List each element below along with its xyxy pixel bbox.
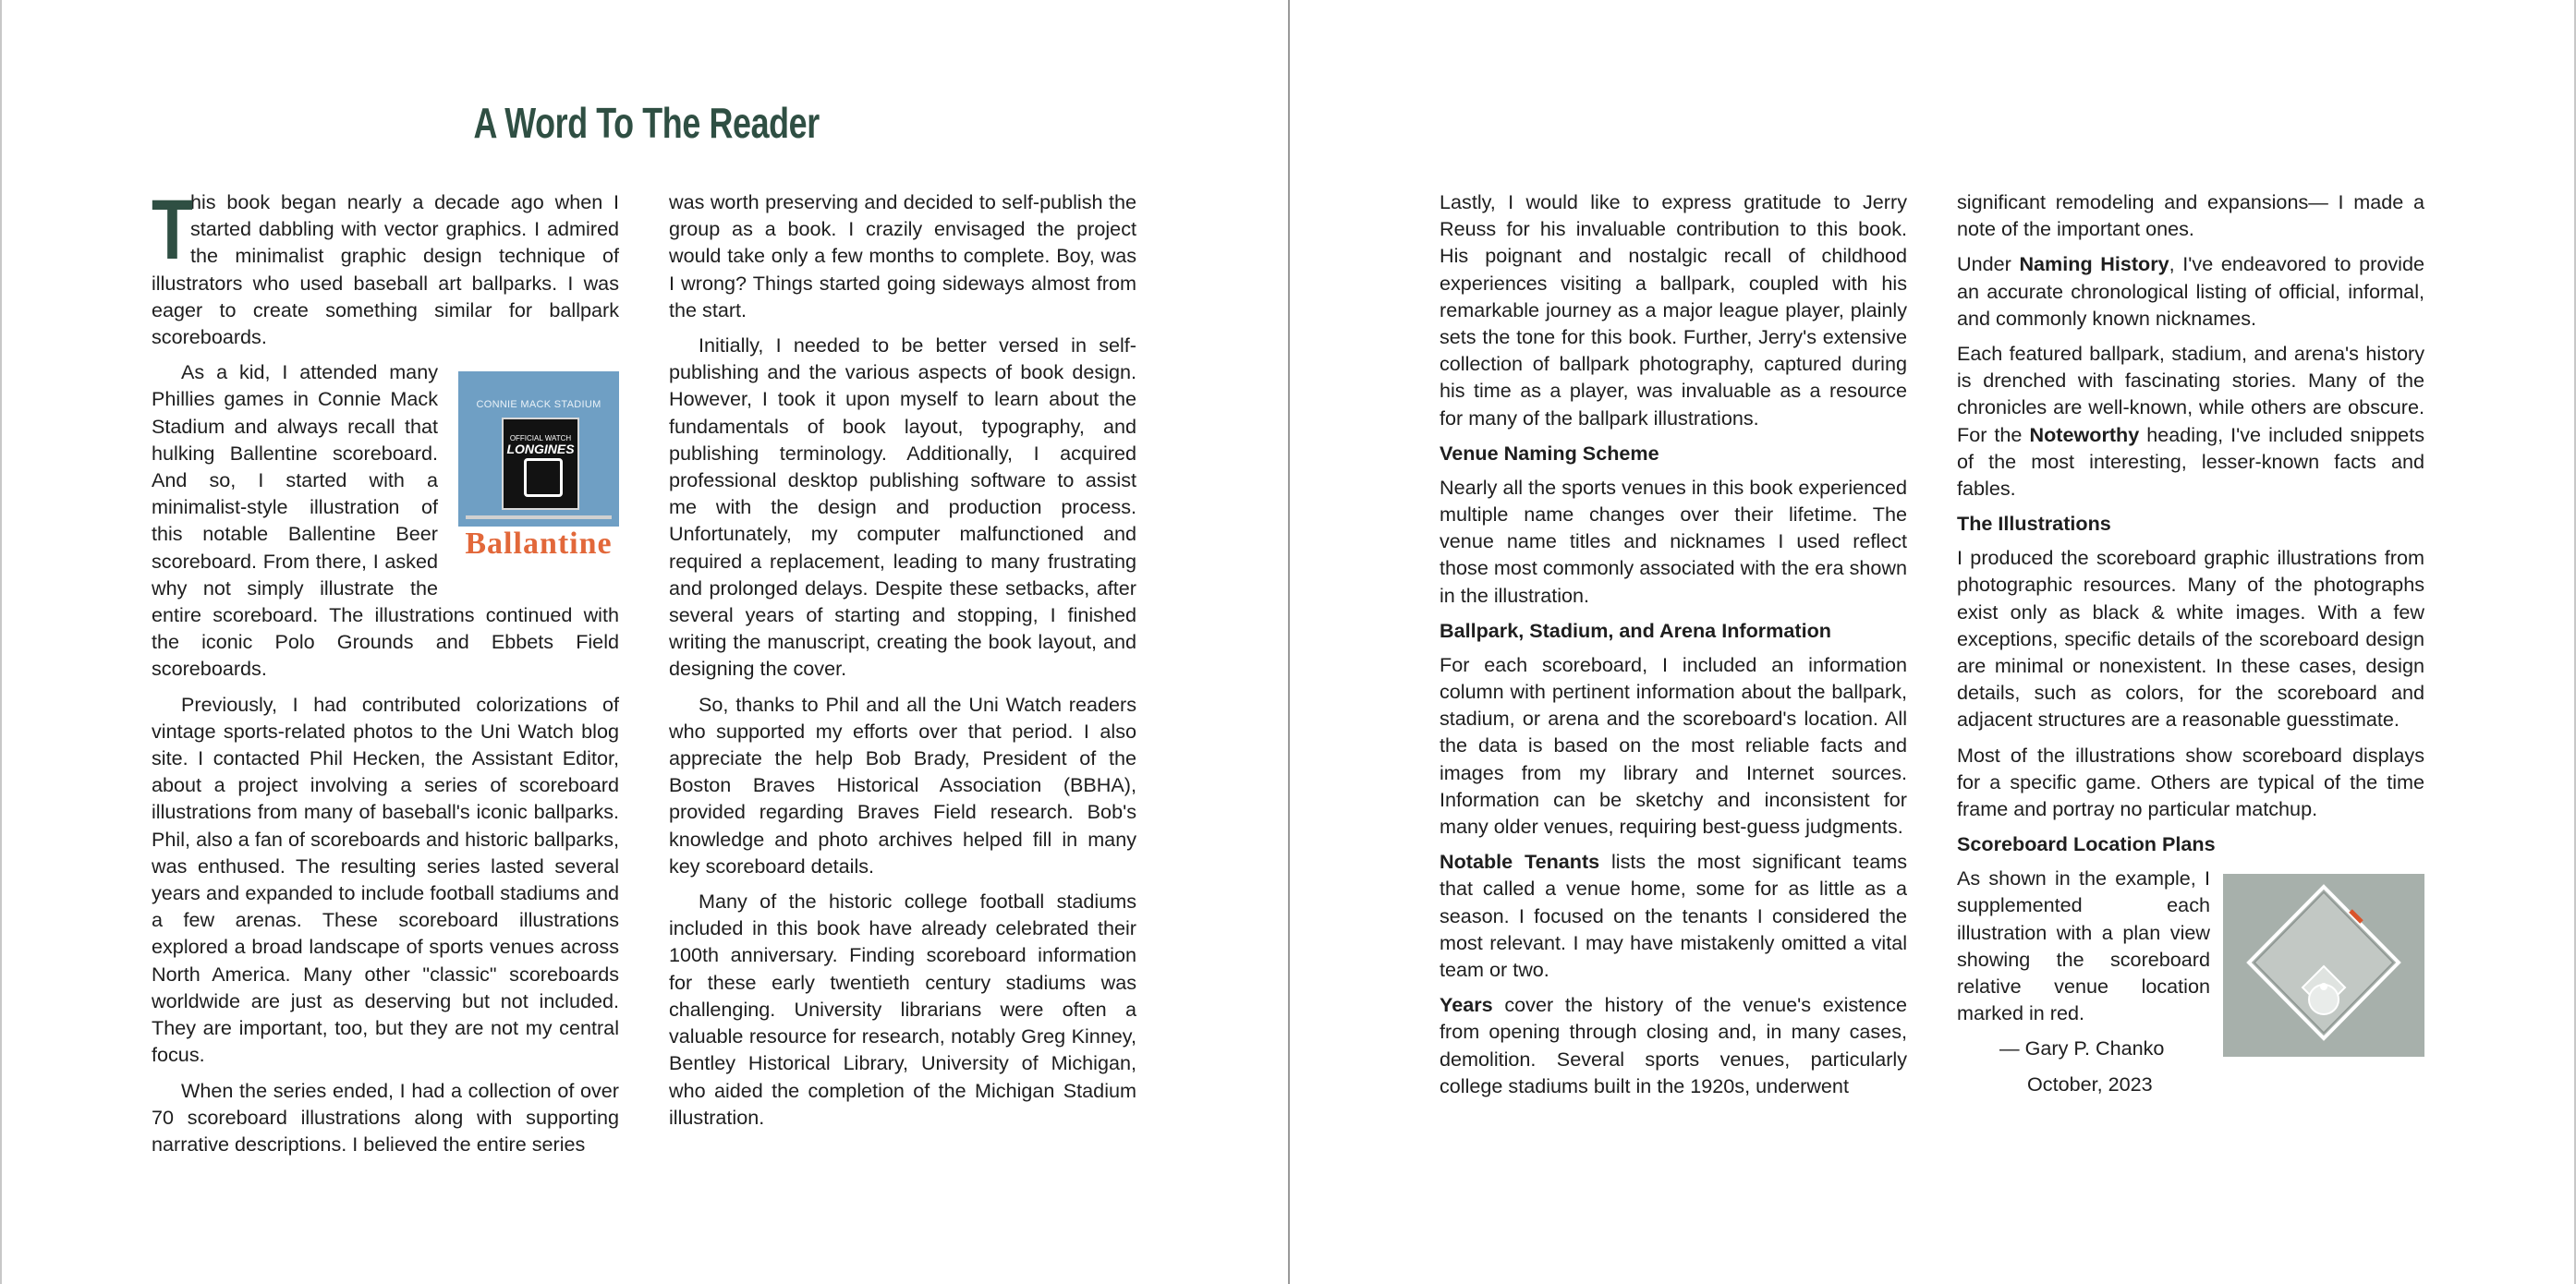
signature-date: October, 2023 bbox=[2027, 1072, 2153, 1096]
paragraph bbox=[152, 183, 619, 350]
scoreboard-graphic bbox=[502, 418, 579, 510]
board-text-brand: LONGINES bbox=[506, 442, 575, 457]
section-heading: Scoreboard Location Plans bbox=[1957, 832, 2216, 856]
board-text-top: OFFICIAL WATCH bbox=[509, 434, 572, 443]
scoreboard-illustration bbox=[458, 371, 619, 576]
left-column-1 bbox=[152, 183, 619, 1166]
section-heading: Venue Naming Scheme bbox=[1440, 441, 1659, 465]
paragraph bbox=[1957, 340, 2424, 502]
bold-term: Naming History bbox=[2019, 252, 2169, 276]
clock-icon bbox=[524, 458, 563, 497]
paragraph-text: lists the most significant teams that called a venue home, some for as little as a season. I focused on the tenants I considered the most relevant. I may have mistakenly omitted a vital team or two. bbox=[1440, 850, 1907, 982]
right-page bbox=[1288, 0, 2576, 1284]
paragraph-text: heading, I've included snippets of the most interesting, lesser-known facts and fables. bbox=[1957, 422, 2424, 501]
signature-name: — Gary P. Chanko bbox=[1999, 1036, 2165, 1060]
beer-sign-label: Ballantine bbox=[465, 527, 613, 562]
paragraph-text: , I've endeavored to provide an accurate chronological listing of official, informal, and commonly known nicknames. bbox=[1957, 252, 2424, 330]
right-column-2 bbox=[1957, 188, 2424, 1106]
bold-term: Noteworthy bbox=[2029, 422, 2140, 446]
ballpark-plan-svg bbox=[2223, 874, 2424, 1057]
paragraph: As shown in the example, I supplemented each illustration with a plan view showing the scoreboard relative venue location marked in red. bbox=[1957, 866, 2210, 1025]
paragraph: Nearly all the sports venues in this book experienced multiple name changes over their lifetime. The venue name titles and nicknames I used reflect those most commonly associated with the era shown in the illustration. bbox=[1440, 475, 1907, 607]
paragraph: Most of the illustrations show scoreboard displays for a specific game. Others are typical of the time frame and portray no particular matchup. bbox=[1957, 743, 2424, 821]
bold-term: Notable Tenants bbox=[1440, 850, 1600, 874]
paragraph: Lastly, I would like to express gratitude to Jerry Reuss for his invaluable contribution to this book. His poignant and nostalgic recall of childhood experiences visiting a ballpark, coupled with his remarkable journey as a major league player, plainly sets the tone for this book. Further, Jerry's extensive collection of ballpark photography, captured during his time as a player, was invaluable as a resource for many of the ballpark illustrations. bbox=[1440, 190, 1907, 430]
pitchers-mound bbox=[2320, 983, 2327, 990]
paragraph-text: cover the history of the venue's existence from opening through closing and, in many cases, demolition. Several sports venues, particularly college stadiums built in the 1920s, underwent bbox=[1440, 993, 1907, 1097]
page-title: A Word To The Reader bbox=[473, 99, 820, 147]
paragraph: As a kid, I attended many Phillies games in Connie Mack Stadium and always recall that hulking Ballentine scoreboard. And so, I started with a minimalist-style illustration of this notable Ballentine Beer scoreboard. From there, I asked why not simply illustrate the entire scoreboard. The illustrations continued with the iconic Polo Grounds and Ebbets Field scoreboards. bbox=[152, 360, 619, 681]
section-heading: The Illustrations bbox=[1957, 512, 2111, 536]
paragraph: For each scoreboard, I included an information column with pertinent information about the ballpark, stadium, or arena and the scoreboard's location. All the data is based on the most reliable facts and images from my library and Internet sources. Information can be sketchy and inconsistent for many older venues, requiring best-guess judgments. bbox=[1440, 652, 1907, 839]
paragraph: So, thanks to Phil and all the Uni Watch readers who supported my efforts over that period. I also appreciate the help Bob Brady, President of the Boston Braves Historical Association (BBHA), provided regarding Braves Field research. Bob's knowledge and photo archives helped fill in many key scoreboard details. bbox=[669, 692, 1136, 878]
bold-term: Years bbox=[1440, 993, 1493, 1017]
section-heading: Ballpark, Stadium, and Arena Information bbox=[1440, 618, 1831, 642]
paragraph-text: Each featured ballpark, stadium, and arena's history is drenched with fascinating stories. Many of the chronicles are well-known, while others are obscure. For the bbox=[1957, 342, 2424, 446]
paragraph: Many of the historic college football stadiums included in this book have already celebrated their 100th anniversary. Finding scoreboard information for these early twentieth century stadiums was challenging. University librarians were often a valuable resource for research, notably Greg Kinney, Bentley Historical Library, University of Michigan, who aided the completion of the Michigan Stadium illustration. bbox=[669, 890, 1136, 1129]
paragraph: Initially, I needed to be better versed in self-publishing and the various aspects of book design. However, I took it upon myself to learn about the fundamentals of book layout, typography, and publishing terminology. Additionally, I acquired professional desktop publishing software to assist me with the design and production process. Unfortunately, my computer malfunctioned and required a replacement, leading to many frustrating and prolonged delays. Despite these setbacks, after several years of starting and stopping, I finished writing the manuscript, creating the book layout, and designing the cover. bbox=[669, 333, 1136, 681]
stadium-name-label: CONNIE MACK STADIUM bbox=[476, 399, 601, 411]
paragraph bbox=[1957, 250, 2424, 332]
paragraph: was worth preserving and decided to self-publish the group as a book. I crazily envisaged the project would take only a few months to complete. Boy, was I wrong? Things started going sideways almost from the start. bbox=[669, 190, 1136, 321]
right-column-1 bbox=[1440, 188, 1907, 1108]
drop-cap: T bbox=[152, 183, 193, 277]
paragraph: I produced the scoreboard graphic illustrations from photographic resources. Many of the photographs exist only as black & white images. With a few exceptions, specific details of the scoreboard design are minimal or nonexistent. In these cases, design details, such as colors, for the scoreboard and adjacent structures are a reasonable guesstimate. bbox=[1957, 546, 2424, 732]
paragraph bbox=[1440, 991, 1907, 1099]
scoreboard-beam bbox=[466, 515, 612, 519]
paragraph: Previously, I had contributed colorizations of vintage sports-related photos to the Uni Watch blog site. I contacted Phil Hecken, the Assistant Editor, about a project involving a series of scoreboard illustrations from many of baseball's iconic ballparks. Phil, also a fan of scoreboards and historic ballparks, was enthused. The resulting series lasted several years and expanded to include football stadiums and a few arenas. These scoreboard illustrations explored a broad landscape of sports venues across North America. Many other "classic" scoreboards worldwide are just as deserving but not included. They are important, too, but they are not my central focus. bbox=[152, 692, 619, 1067]
ballpark-plan-diagram bbox=[2223, 874, 2424, 1057]
left-column-2 bbox=[669, 188, 1136, 1139]
paragraph: When the series ended, I had a collection of over 70 scoreboard illustrations along with supporting narrative descriptions. I believed the entire series bbox=[152, 1078, 619, 1156]
paragraph-text: Under bbox=[1957, 252, 2020, 276]
paragraph bbox=[1440, 848, 1907, 983]
paragraph-text: his book began nearly a decade ago when I started dabbling with vector graphics. I admired the minimalist graphic design technique of illustrators who used baseball art ballparks. I was eager to create something similar for ballpark scoreboards. bbox=[152, 190, 619, 349]
paragraph: significant remodeling and expansions— I made a note of the important ones. bbox=[1957, 190, 2424, 241]
